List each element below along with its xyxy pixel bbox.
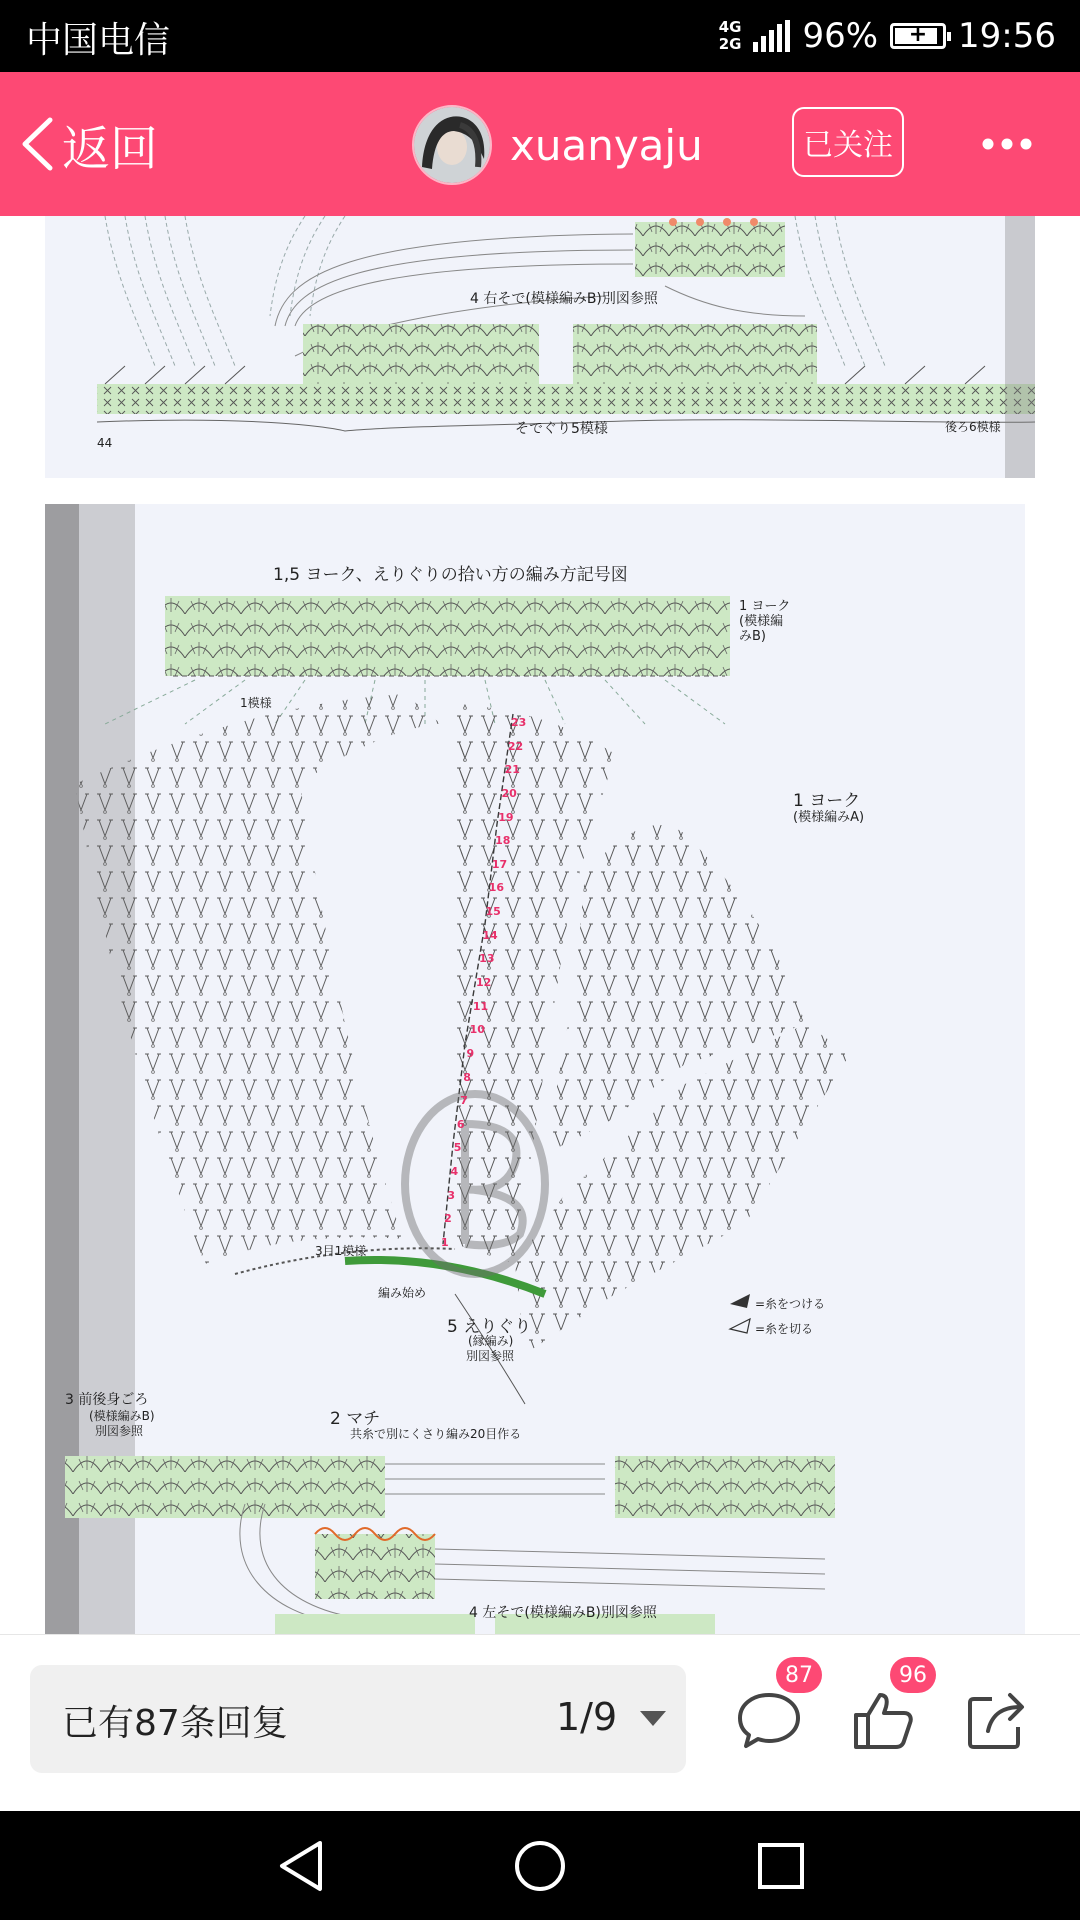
- back-label: 返回: [62, 120, 159, 177]
- row-number: 23: [511, 716, 527, 729]
- row-number: 6: [456, 1117, 465, 1131]
- crochet-diagram-yoke: [45, 504, 1035, 1634]
- row-number: 7: [460, 1094, 468, 1108]
- row-number: 5: [453, 1141, 462, 1155]
- like-count-badge: 96: [890, 1657, 936, 1693]
- row-number: 11: [472, 999, 489, 1013]
- row-number: 12: [476, 976, 492, 989]
- label-three-one: 3目1模様: [315, 1244, 367, 1258]
- network-type: 4G 2G: [718, 18, 742, 53]
- row-number: 18: [495, 834, 511, 848]
- label-gusset-sub: 共糸で別にくさり編み20目作る: [350, 1427, 522, 1441]
- row-number: 10: [469, 1023, 485, 1037]
- pattern-image-page-1[interactable]: [45, 216, 1035, 478]
- row-number: 13: [479, 952, 495, 966]
- pattern-image-page-2[interactable]: [45, 504, 1035, 1634]
- comment-icon: [734, 1685, 804, 1755]
- more-options-icon[interactable]: [980, 124, 1034, 164]
- row-number: 22: [507, 739, 524, 753]
- carrier-name: 中国电信: [26, 20, 171, 61]
- row-number: 19: [498, 810, 514, 824]
- comment-count-badge: 87: [776, 1657, 822, 1693]
- follow-button[interactable]: 已关注: [792, 107, 904, 177]
- label-body-ref: 別図参照: [95, 1424, 144, 1438]
- signal-icon: [753, 20, 790, 52]
- thumbs-up-icon: [848, 1685, 918, 1755]
- label-back: 後ろ6模様: [945, 420, 1001, 434]
- label-body: 3 前後身ごろ: [65, 1392, 149, 1408]
- row-number: 16: [488, 881, 505, 895]
- caret-down-icon: [640, 1711, 666, 1726]
- bottom-action-bar: [0, 1634, 1080, 1812]
- label-body-sub: (模様編みB): [89, 1409, 155, 1423]
- legend-cut: =糸を切る: [755, 1322, 814, 1336]
- label-neckline: 5 えりぐり: [447, 1317, 532, 1337]
- row-number: 20: [501, 786, 517, 800]
- label-neckline-ref: 別図参照: [466, 1349, 515, 1363]
- share-icon: [962, 1685, 1032, 1755]
- row-number: 9: [466, 1046, 475, 1060]
- diagram-title: 1,5 ヨーク、えりぐりの拾い方の編み方記号図: [273, 565, 628, 585]
- row-number: 1: [441, 1236, 449, 1249]
- row-number: 21: [504, 763, 520, 777]
- label-yoke-b: 1 ヨーク (模様編みB): [739, 599, 791, 644]
- row-number: 3: [447, 1188, 456, 1202]
- label-right-sleeve: 4 右そで(模様編みB)別図参照: [470, 291, 658, 307]
- reply-count-text: 已有87条回复: [62, 1703, 288, 1744]
- share-button[interactable]: [962, 1685, 1032, 1755]
- battery-percent: 96%: [802, 16, 879, 56]
- status-bar: [0, 0, 1080, 72]
- row-number: 2: [444, 1212, 452, 1226]
- chevron-left-icon: [20, 117, 54, 171]
- page-indicator: 1/9: [556, 1695, 618, 1739]
- app-header: [0, 72, 1080, 216]
- row-number: 15: [485, 905, 501, 919]
- row-number: 14: [482, 928, 498, 942]
- page-number: 44: [97, 436, 113, 450]
- like-button[interactable]: [848, 1662, 927, 1755]
- row-number: 4: [450, 1165, 459, 1179]
- status-indicators: [719, 10, 1056, 62]
- system-nav-bar: [0, 1811, 1080, 1920]
- battery-icon: +: [890, 23, 946, 49]
- label-gusset: 2 マチ: [330, 1409, 381, 1429]
- row-number: 8: [463, 1070, 471, 1084]
- nav-recents-icon[interactable]: [752, 1837, 810, 1895]
- legend-attach: =糸をつける: [755, 1297, 826, 1311]
- label-neckline-sub: (縁編み): [468, 1334, 514, 1348]
- label-start: 編み始め: [378, 1286, 427, 1300]
- label-yoke-a-sub: (模様編みA): [793, 810, 865, 825]
- username[interactable]: xuanyaju: [510, 120, 703, 170]
- label-yoke-a: 1 ヨーク: [793, 791, 861, 811]
- avatar[interactable]: [412, 105, 492, 185]
- back-button[interactable]: [20, 72, 158, 216]
- reply-page-selector[interactable]: [30, 1665, 686, 1773]
- comment-button[interactable]: [734, 1662, 813, 1755]
- clock: 19:56: [958, 16, 1056, 56]
- label-cuff: そでぐり5模様: [515, 421, 608, 437]
- author-profile[interactable]: [412, 105, 703, 185]
- post-content[interactable]: [0, 216, 1080, 1634]
- nav-home-icon[interactable]: [511, 1837, 569, 1895]
- row-number: 17: [491, 857, 508, 871]
- crochet-diagram-top: [45, 216, 1035, 478]
- label-left-sleeve: 4 左そで(模様編みB)別図参照: [469, 1605, 657, 1621]
- label-one-repeat: 1模様: [240, 696, 272, 710]
- nav-back-icon[interactable]: [272, 1837, 330, 1895]
